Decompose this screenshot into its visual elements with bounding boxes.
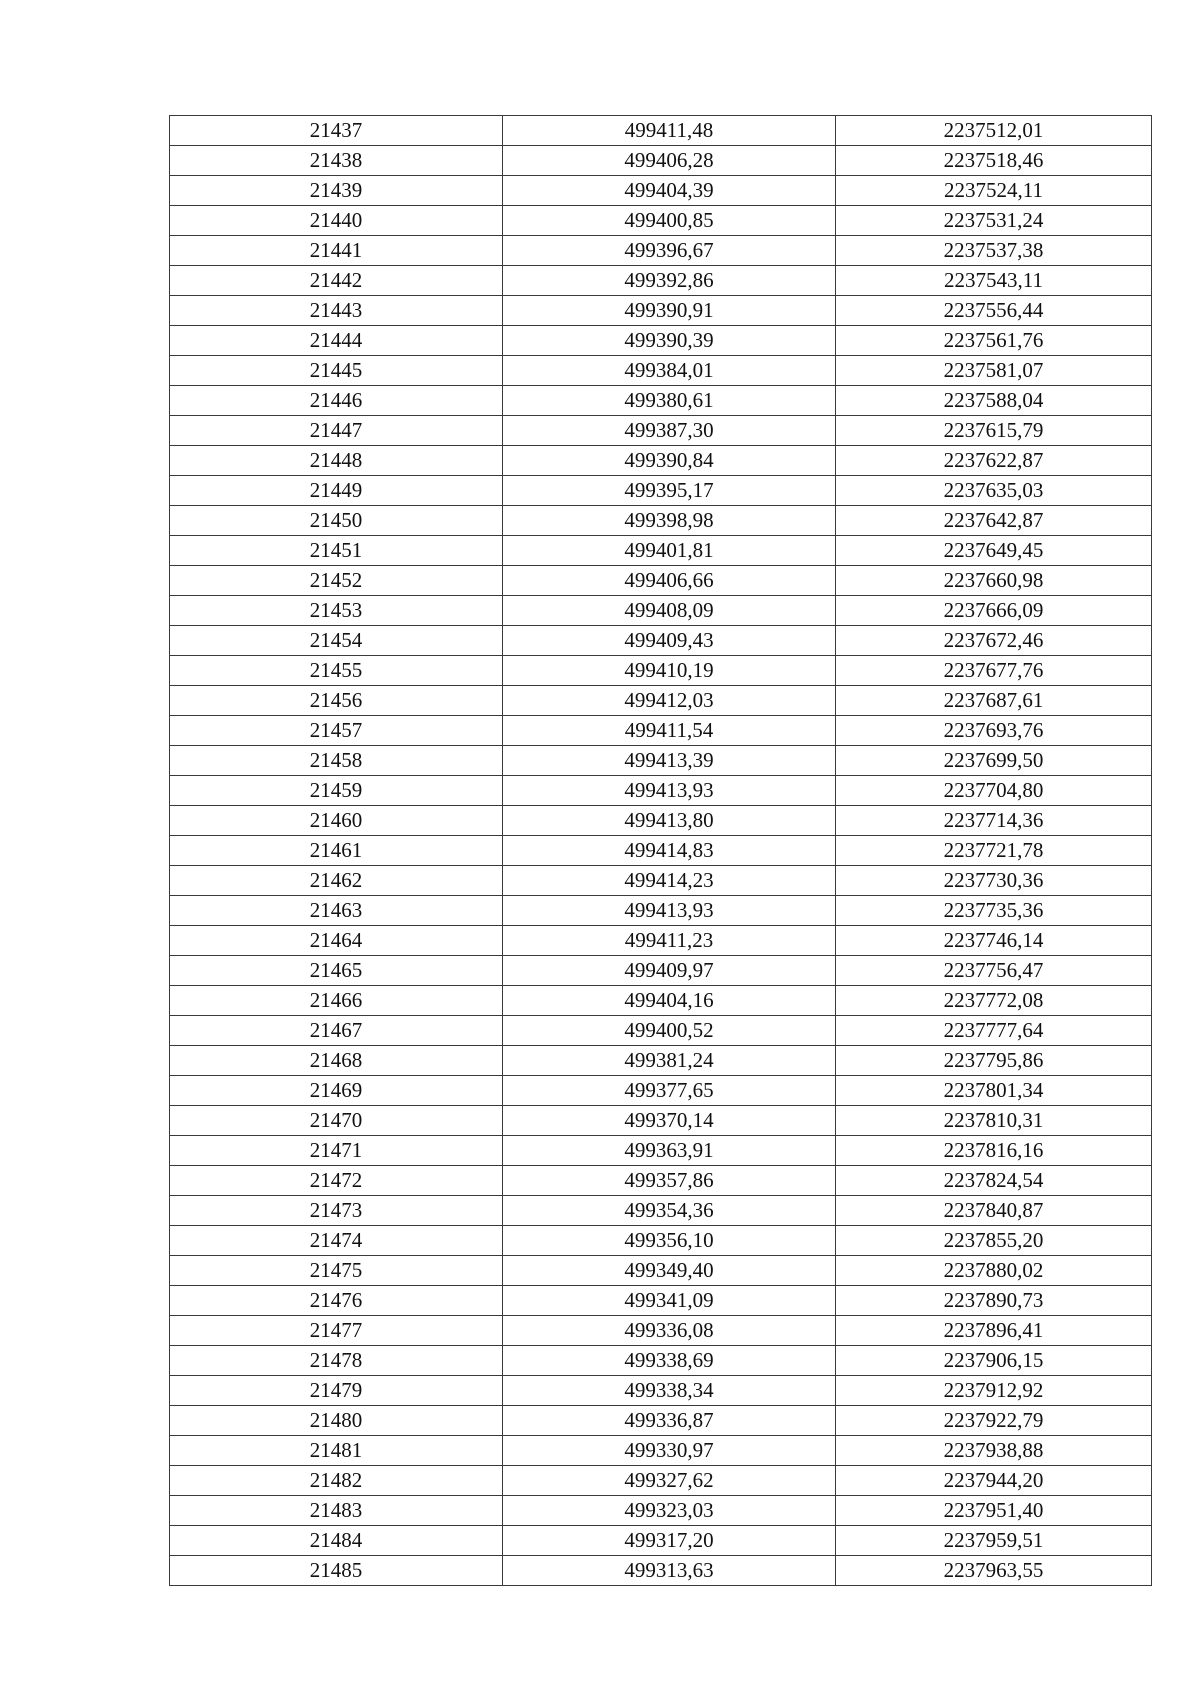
y-coordinate-cell: 2237721,78 xyxy=(836,836,1152,866)
point-number-cell: 21474 xyxy=(170,1226,503,1256)
table-row xyxy=(170,656,1152,686)
table-row xyxy=(170,176,1152,206)
x-coordinate-cell: 499313,63 xyxy=(503,1556,836,1586)
point-number-cell: 21439 xyxy=(170,176,503,206)
y-coordinate-cell: 2237704,80 xyxy=(836,776,1152,806)
y-coordinate-cell: 2237890,73 xyxy=(836,1286,1152,1316)
point-number-cell: 21452 xyxy=(170,566,503,596)
x-coordinate-cell: 499381,24 xyxy=(503,1046,836,1076)
table-row xyxy=(170,206,1152,236)
table-row xyxy=(170,146,1152,176)
y-coordinate-cell: 2237635,03 xyxy=(836,476,1152,506)
y-coordinate-cell: 2237944,20 xyxy=(836,1466,1152,1496)
table-row xyxy=(170,596,1152,626)
point-number-cell: 21483 xyxy=(170,1496,503,1526)
y-coordinate-cell: 2237672,46 xyxy=(836,626,1152,656)
point-number-cell: 21461 xyxy=(170,836,503,866)
point-number-cell: 21456 xyxy=(170,686,503,716)
x-coordinate-cell: 499400,52 xyxy=(503,1016,836,1046)
y-coordinate-cell: 2237938,88 xyxy=(836,1436,1152,1466)
x-coordinate-cell: 499398,98 xyxy=(503,506,836,536)
table-row xyxy=(170,1526,1152,1556)
table-row xyxy=(170,266,1152,296)
y-coordinate-cell: 2237687,61 xyxy=(836,686,1152,716)
x-coordinate-cell: 499338,69 xyxy=(503,1346,836,1376)
point-number-cell: 21481 xyxy=(170,1436,503,1466)
table-row xyxy=(170,926,1152,956)
y-coordinate-cell: 2237615,79 xyxy=(836,416,1152,446)
point-number-cell: 21469 xyxy=(170,1076,503,1106)
y-coordinate-cell: 2237512,01 xyxy=(836,116,1152,146)
y-coordinate-cell: 2237660,98 xyxy=(836,566,1152,596)
x-coordinate-cell: 499390,39 xyxy=(503,326,836,356)
x-coordinate-cell: 499338,34 xyxy=(503,1376,836,1406)
point-number-cell: 21472 xyxy=(170,1166,503,1196)
x-coordinate-cell: 499336,08 xyxy=(503,1316,836,1346)
x-coordinate-cell: 499377,65 xyxy=(503,1076,836,1106)
y-coordinate-cell: 2237795,86 xyxy=(836,1046,1152,1076)
point-number-cell: 21454 xyxy=(170,626,503,656)
point-number-cell: 21476 xyxy=(170,1286,503,1316)
x-coordinate-cell: 499392,86 xyxy=(503,266,836,296)
point-number-cell: 21458 xyxy=(170,746,503,776)
x-coordinate-cell: 499401,81 xyxy=(503,536,836,566)
y-coordinate-cell: 2237777,64 xyxy=(836,1016,1152,1046)
x-coordinate-cell: 499336,87 xyxy=(503,1406,836,1436)
x-coordinate-cell: 499323,03 xyxy=(503,1496,836,1526)
y-coordinate-cell: 2237746,14 xyxy=(836,926,1152,956)
table-row xyxy=(170,1166,1152,1196)
table-row xyxy=(170,536,1152,566)
x-coordinate-cell: 499409,43 xyxy=(503,626,836,656)
y-coordinate-cell: 2237801,34 xyxy=(836,1076,1152,1106)
y-coordinate-cell: 2237840,87 xyxy=(836,1196,1152,1226)
point-number-cell: 21450 xyxy=(170,506,503,536)
table-row xyxy=(170,1346,1152,1376)
y-coordinate-cell: 2237735,36 xyxy=(836,896,1152,926)
y-coordinate-cell: 2237756,47 xyxy=(836,956,1152,986)
point-number-cell: 21470 xyxy=(170,1106,503,1136)
point-number-cell: 21465 xyxy=(170,956,503,986)
point-number-cell: 21466 xyxy=(170,986,503,1016)
x-coordinate-cell: 499395,17 xyxy=(503,476,836,506)
x-coordinate-cell: 499406,28 xyxy=(503,146,836,176)
table-row xyxy=(170,836,1152,866)
table-row xyxy=(170,1016,1152,1046)
y-coordinate-cell: 2237922,79 xyxy=(836,1406,1152,1436)
y-coordinate-cell: 2237912,92 xyxy=(836,1376,1152,1406)
y-coordinate-cell: 2237693,76 xyxy=(836,716,1152,746)
y-coordinate-cell: 2237531,24 xyxy=(836,206,1152,236)
y-coordinate-cell: 2237561,76 xyxy=(836,326,1152,356)
y-coordinate-cell: 2237772,08 xyxy=(836,986,1152,1016)
x-coordinate-cell: 499411,54 xyxy=(503,716,836,746)
point-number-cell: 21443 xyxy=(170,296,503,326)
coordinates-table-body xyxy=(170,116,1152,1586)
y-coordinate-cell: 2237622,87 xyxy=(836,446,1152,476)
y-coordinate-cell: 2237588,04 xyxy=(836,386,1152,416)
point-number-cell: 21453 xyxy=(170,596,503,626)
y-coordinate-cell: 2237855,20 xyxy=(836,1226,1152,1256)
point-number-cell: 21468 xyxy=(170,1046,503,1076)
point-number-cell: 21448 xyxy=(170,446,503,476)
table-row xyxy=(170,356,1152,386)
point-number-cell: 21440 xyxy=(170,206,503,236)
point-number-cell: 21479 xyxy=(170,1376,503,1406)
table-row xyxy=(170,476,1152,506)
table-row xyxy=(170,1196,1152,1226)
table-row xyxy=(170,116,1152,146)
table-row xyxy=(170,236,1152,266)
y-coordinate-cell: 2237581,07 xyxy=(836,356,1152,386)
y-coordinate-cell: 2237824,54 xyxy=(836,1166,1152,1196)
table-row xyxy=(170,506,1152,536)
table-row xyxy=(170,1136,1152,1166)
x-coordinate-cell: 499404,16 xyxy=(503,986,836,1016)
y-coordinate-cell: 2237730,36 xyxy=(836,866,1152,896)
table-row xyxy=(170,1256,1152,1286)
point-number-cell: 21457 xyxy=(170,716,503,746)
y-coordinate-cell: 2237642,87 xyxy=(836,506,1152,536)
table-row xyxy=(170,986,1152,1016)
x-coordinate-cell: 499327,62 xyxy=(503,1466,836,1496)
table-row xyxy=(170,1376,1152,1406)
y-coordinate-cell: 2237518,46 xyxy=(836,146,1152,176)
table-row xyxy=(170,746,1152,776)
table-row xyxy=(170,1466,1152,1496)
table-row xyxy=(170,626,1152,656)
x-coordinate-cell: 499357,86 xyxy=(503,1166,836,1196)
x-coordinate-cell: 499411,48 xyxy=(503,116,836,146)
x-coordinate-cell: 499354,36 xyxy=(503,1196,836,1226)
x-coordinate-cell: 499413,39 xyxy=(503,746,836,776)
point-number-cell: 21442 xyxy=(170,266,503,296)
x-coordinate-cell: 499413,93 xyxy=(503,896,836,926)
table-row xyxy=(170,416,1152,446)
point-number-cell: 21463 xyxy=(170,896,503,926)
x-coordinate-cell: 499404,39 xyxy=(503,176,836,206)
table-row xyxy=(170,566,1152,596)
x-coordinate-cell: 499408,09 xyxy=(503,596,836,626)
y-coordinate-cell: 2237677,76 xyxy=(836,656,1152,686)
point-number-cell: 21460 xyxy=(170,806,503,836)
x-coordinate-cell: 499370,14 xyxy=(503,1106,836,1136)
point-number-cell: 21471 xyxy=(170,1136,503,1166)
x-coordinate-cell: 499380,61 xyxy=(503,386,836,416)
table-row xyxy=(170,776,1152,806)
point-number-cell: 21462 xyxy=(170,866,503,896)
x-coordinate-cell: 499356,10 xyxy=(503,1226,836,1256)
x-coordinate-cell: 499396,67 xyxy=(503,236,836,266)
table-row xyxy=(170,1076,1152,1106)
point-number-cell: 21485 xyxy=(170,1556,503,1586)
table-row xyxy=(170,1106,1152,1136)
point-number-cell: 21455 xyxy=(170,656,503,686)
table-row xyxy=(170,1406,1152,1436)
table-row xyxy=(170,1226,1152,1256)
y-coordinate-cell: 2237543,11 xyxy=(836,266,1152,296)
x-coordinate-cell: 499400,85 xyxy=(503,206,836,236)
x-coordinate-cell: 499414,23 xyxy=(503,866,836,896)
table-row xyxy=(170,866,1152,896)
point-number-cell: 21464 xyxy=(170,926,503,956)
y-coordinate-cell: 2237649,45 xyxy=(836,536,1152,566)
x-coordinate-cell: 499409,97 xyxy=(503,956,836,986)
x-coordinate-cell: 499413,80 xyxy=(503,806,836,836)
x-coordinate-cell: 499349,40 xyxy=(503,1256,836,1286)
y-coordinate-cell: 2237959,51 xyxy=(836,1526,1152,1556)
table-row xyxy=(170,386,1152,416)
point-number-cell: 21475 xyxy=(170,1256,503,1286)
x-coordinate-cell: 499317,20 xyxy=(503,1526,836,1556)
y-coordinate-cell: 2237963,55 xyxy=(836,1556,1152,1586)
y-coordinate-cell: 2237951,40 xyxy=(836,1496,1152,1526)
x-coordinate-cell: 499414,83 xyxy=(503,836,836,866)
point-number-cell: 21459 xyxy=(170,776,503,806)
y-coordinate-cell: 2237816,16 xyxy=(836,1136,1152,1166)
point-number-cell: 21478 xyxy=(170,1346,503,1376)
point-number-cell: 21451 xyxy=(170,536,503,566)
table-row xyxy=(170,446,1152,476)
y-coordinate-cell: 2237666,09 xyxy=(836,596,1152,626)
y-coordinate-cell: 2237906,15 xyxy=(836,1346,1152,1376)
point-number-cell: 21444 xyxy=(170,326,503,356)
table-row xyxy=(170,1046,1152,1076)
table-row xyxy=(170,716,1152,746)
y-coordinate-cell: 2237714,36 xyxy=(836,806,1152,836)
point-number-cell: 21437 xyxy=(170,116,503,146)
x-coordinate-cell: 499387,30 xyxy=(503,416,836,446)
table-row xyxy=(170,1436,1152,1466)
table-row xyxy=(170,1496,1152,1526)
y-coordinate-cell: 2237896,41 xyxy=(836,1316,1152,1346)
table-row xyxy=(170,296,1152,326)
x-coordinate-cell: 499411,23 xyxy=(503,926,836,956)
point-number-cell: 21484 xyxy=(170,1526,503,1556)
x-coordinate-cell: 499390,84 xyxy=(503,446,836,476)
point-number-cell: 21447 xyxy=(170,416,503,446)
coordinates-table xyxy=(169,115,1152,1586)
y-coordinate-cell: 2237810,31 xyxy=(836,1106,1152,1136)
x-coordinate-cell: 499410,19 xyxy=(503,656,836,686)
point-number-cell: 21477 xyxy=(170,1316,503,1346)
point-number-cell: 21445 xyxy=(170,356,503,386)
table-row xyxy=(170,806,1152,836)
y-coordinate-cell: 2237556,44 xyxy=(836,296,1152,326)
y-coordinate-cell: 2237524,11 xyxy=(836,176,1152,206)
table-row xyxy=(170,326,1152,356)
x-coordinate-cell: 499341,09 xyxy=(503,1286,836,1316)
point-number-cell: 21438 xyxy=(170,146,503,176)
table-row xyxy=(170,1316,1152,1346)
point-number-cell: 21446 xyxy=(170,386,503,416)
table-row xyxy=(170,1556,1152,1586)
x-coordinate-cell: 499412,03 xyxy=(503,686,836,716)
point-number-cell: 21467 xyxy=(170,1016,503,1046)
x-coordinate-cell: 499330,97 xyxy=(503,1436,836,1466)
y-coordinate-cell: 2237880,02 xyxy=(836,1256,1152,1286)
point-number-cell: 21473 xyxy=(170,1196,503,1226)
x-coordinate-cell: 499406,66 xyxy=(503,566,836,596)
point-number-cell: 21482 xyxy=(170,1466,503,1496)
x-coordinate-cell: 499384,01 xyxy=(503,356,836,386)
point-number-cell: 21480 xyxy=(170,1406,503,1436)
x-coordinate-cell: 499390,91 xyxy=(503,296,836,326)
x-coordinate-cell: 499363,91 xyxy=(503,1136,836,1166)
table-row xyxy=(170,956,1152,986)
table-row xyxy=(170,896,1152,926)
y-coordinate-cell: 2237537,38 xyxy=(836,236,1152,266)
point-number-cell: 21449 xyxy=(170,476,503,506)
table-row xyxy=(170,1286,1152,1316)
y-coordinate-cell: 2237699,50 xyxy=(836,746,1152,776)
table-row xyxy=(170,686,1152,716)
point-number-cell: 21441 xyxy=(170,236,503,266)
x-coordinate-cell: 499413,93 xyxy=(503,776,836,806)
